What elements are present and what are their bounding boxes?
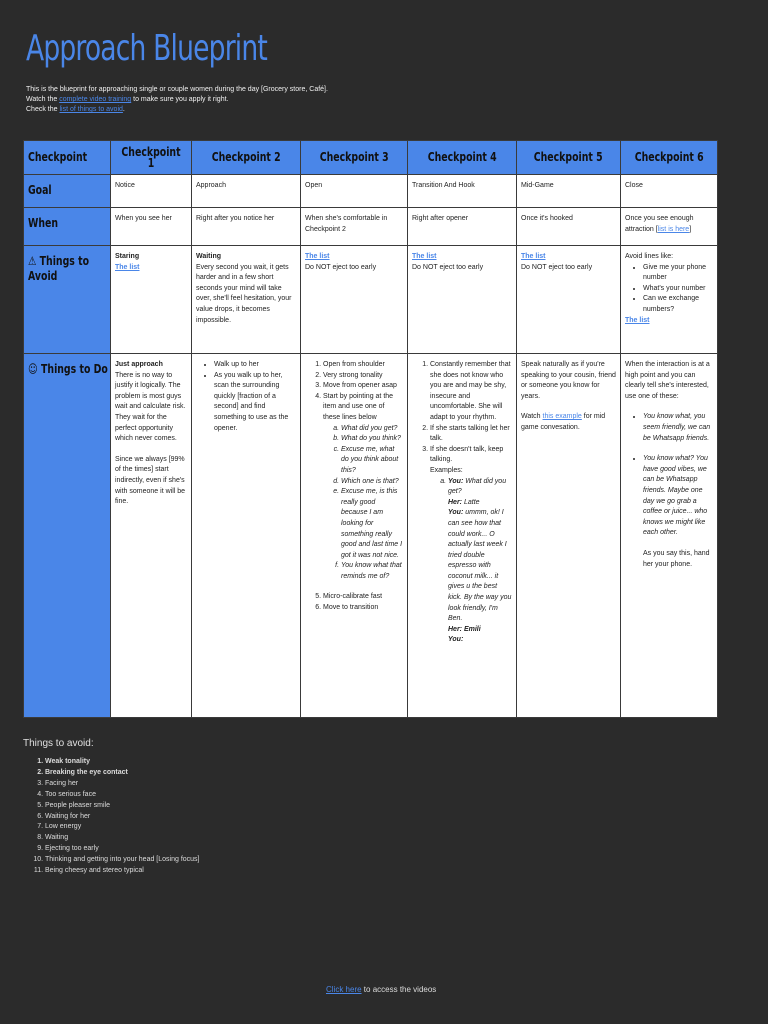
speaker-label: Her: Emili [448, 625, 481, 633]
when-cell-6-text: Once you see enough attraction [ [625, 215, 694, 233]
avoid-list-link[interactable]: The list [625, 316, 650, 324]
intro-text-fragment: to make sure you apply it right. [131, 96, 229, 103]
list-item: • What's your number [643, 284, 713, 295]
intro-text-fragment: . [122, 106, 125, 113]
dialogue-text: ummm, ok! I can see how that could work... O actually last week I tried double espresso with coconut milk... it gives u the best kick. By the way you look friendly, I'm Ben. [448, 509, 512, 623]
example-link[interactable]: this example [542, 413, 582, 421]
avoid-list-link[interactable]: The list [115, 263, 140, 271]
intro-text-fragment: Check the [26, 106, 60, 113]
avoid-item: 9. Ejecting too early [45, 844, 200, 855]
header-checkpoint-5: Checkpoint 5 [517, 141, 621, 175]
list-item: • Walk up to her [214, 360, 296, 371]
avoid-text: Do NOT eject too early [521, 263, 593, 271]
avoid-item: 10. Thinking and getting into your head [Losing focus] [45, 855, 200, 866]
avoid-row-label: ⚠ Things to Avoid [24, 246, 111, 354]
opener-line: e. Excuse me, is this really good because I am looking for something really good and last time I got it was not nice. [341, 487, 403, 561]
avoid-list-link[interactable]: list of things to avoid [59, 106, 123, 113]
avoid-item: 2. Breaking the eye contact [45, 768, 200, 779]
todo-cell-3 [301, 354, 408, 718]
avoid-item: 6. Waiting for her [45, 812, 200, 823]
avoid-item: 7. Low energy [45, 822, 200, 833]
avoid-cell-2 [192, 246, 301, 354]
goal-cell-2: Approach [192, 175, 301, 208]
video-training-link[interactable]: complete video training [59, 96, 132, 103]
todo-text: As you say this, hand her your phone. [643, 549, 710, 568]
avoid-intro: Avoid lines like: [625, 253, 674, 260]
todo-text-fragment: for mid game convesation. [521, 413, 606, 431]
list-item: 1. Open from shoulder [323, 360, 403, 371]
intro-line-2 [26, 95, 328, 105]
todo-text [521, 412, 616, 433]
when-cell-1: When you see her [111, 208, 192, 246]
todo-row [24, 354, 718, 718]
header-checkpoint-2: Checkpoint 2 [192, 141, 301, 175]
page-title: Approach Blueprint [26, 28, 267, 69]
todo-list [196, 360, 296, 434]
goal-cell-6: Close [621, 175, 718, 208]
avoid-title: Staring [115, 253, 140, 260]
goal-row [24, 175, 718, 208]
header-checkpoint-4: Checkpoint 4 [408, 141, 517, 175]
todo-cell-5 [517, 354, 621, 718]
avoid-text: Every second you wait, it gets harder and in a few short seconds your mind will take over, she'll feel hesitation, your value drops, it becomes impossible. [196, 263, 292, 324]
avoid-list-link[interactable]: The list [521, 253, 546, 260]
todo-title: Just approach [115, 361, 163, 368]
intro-line-1: This is the blueprint for approaching single or couple women during the day [Grocery store, Café]. [26, 86, 328, 93]
avoid-list-link[interactable]: The list [305, 253, 330, 260]
when-cell-3: When she's comfortable in Checkpoint 2 [301, 208, 408, 246]
opener-lines-list [323, 424, 403, 583]
attraction-list-link[interactable]: list is here [657, 225, 690, 233]
avoid-cell-5 [517, 246, 621, 354]
todo-list [305, 360, 403, 582]
list-item-text: If she doesn't talk, keep talking. [430, 445, 504, 464]
avoid-item: 4. Too serious face [45, 790, 200, 801]
dialogue-text: What did you get? [448, 477, 507, 496]
todo-cell-2 [192, 354, 301, 718]
list-item-text: Start by pointing at the item and use one of these lines below [323, 392, 394, 421]
intro-line-3 [26, 105, 328, 115]
footer [326, 985, 436, 994]
opener-line: a. What did you get? [341, 424, 403, 435]
when-cell-4: Right after opener [408, 208, 517, 246]
access-videos-link[interactable]: Click here [326, 985, 362, 994]
header-checkpoint-3: Checkpoint 3 [301, 141, 408, 175]
avoid-list [23, 757, 200, 877]
when-cell-2: Right after you notice her [192, 208, 301, 246]
opener-line: f. You know what that reminds me of? [341, 561, 403, 582]
list-item: • Give me your phone number [643, 263, 713, 284]
avoid-cell-6 [621, 246, 718, 354]
todo-text: Since we always [99% of the times] start indirectly, even if she's with someone it will be fine. [115, 455, 186, 506]
avoid-title: Waiting [196, 253, 222, 260]
todo-cell-6 [621, 354, 718, 718]
when-cell-5: Once it's hooked [517, 208, 621, 246]
todo-text: When the interaction is at a high point and you can clearly tell she's interested, use one of these: [625, 361, 710, 400]
todo-cell-1 [111, 354, 192, 718]
list-item: 2. Very strong tonality [323, 371, 403, 382]
goal-cell-4: Transition And Hook [408, 175, 517, 208]
list-item: 5. Micro-calibrate fast [323, 592, 403, 603]
speaker-label: You: [448, 636, 464, 644]
list-item: 3. Move from opener asap [323, 381, 403, 392]
avoid-item: 1. Weak tonality [45, 757, 200, 768]
blueprint-table [23, 140, 718, 718]
when-cell-6-suffix: ] [689, 225, 692, 233]
when-row [24, 208, 718, 246]
avoid-list-section [23, 738, 200, 877]
todo-list [305, 592, 403, 613]
when-cell-6 [621, 208, 718, 246]
examples-label: Examples: [430, 466, 463, 474]
header-checkpoint-6: Checkpoint 6 [621, 141, 718, 175]
avoid-cell-1 [111, 246, 192, 354]
avoid-text: Do NOT eject too early [412, 263, 484, 271]
list-item: 1. Constantly remember that she does not know who you are and may be shy, insecure and uncomfortable. She will adapt to your rhythm. [430, 360, 512, 424]
todo-cell-4 [408, 354, 517, 718]
speaker-label: Her: [448, 498, 463, 506]
avoid-text: Do NOT eject too early [305, 263, 377, 271]
example-dialogue [448, 477, 512, 647]
when-row-label: When [24, 208, 111, 246]
opener-line: d. Which one is that? [341, 477, 403, 488]
dialogue-text: Latte [462, 498, 480, 506]
speaker-label: You: [448, 509, 464, 517]
avoid-item: 5. People pleaser smile [45, 801, 200, 812]
list-item: • Can we exchange numbers? [643, 294, 713, 315]
avoid-item: 3. Facing her [45, 779, 200, 790]
list-item: • As you walk up to her, scan the surrounding quickly [fraction of a second] and find something to use as the opener. [214, 371, 296, 435]
avoid-item: 8. Waiting [45, 833, 200, 844]
avoid-list-link[interactable]: The list [412, 253, 437, 260]
header-row [24, 141, 718, 175]
closing-line: • You know what? You have good vibes, we can be Whatsapp friends. Maybe one day we go grab a coffee or juice... who knows we might like each other. [643, 454, 713, 539]
examples-list [430, 477, 512, 647]
goal-cell-3: Open [301, 175, 408, 208]
todo-list [412, 360, 512, 646]
todo-text: There is no way to justify it logically. The problem is most guys wait and calculate risk. They wait for the perfect opportunity which never comes. [115, 371, 186, 443]
list-item [430, 445, 512, 646]
goal-cell-1: Notice [111, 175, 192, 208]
todo-row-label: ☺ Things to Do [24, 354, 111, 718]
goal-cell-5: Mid-Game [517, 175, 621, 208]
intro-text-fragment: Watch the [26, 96, 60, 103]
header-checkpoint: Checkpoint [24, 141, 111, 175]
avoid-lines-list [625, 263, 713, 316]
closing-line: • You know what, you seem friendly, we can be Whatsapp friends. [643, 412, 713, 444]
speaker-label: You: [448, 477, 464, 485]
list-item: 2. If she starts talking let her talk. [430, 424, 512, 445]
opener-line: b. What do you think? [341, 434, 403, 445]
avoid-list-heading: Things to avoid: [23, 738, 94, 749]
avoid-item: 11. Being cheesy and stereo typical [45, 866, 200, 877]
closing-lines-list [625, 412, 713, 539]
list-item: 6. Move to transition [323, 603, 403, 614]
todo-text-fragment: Watch [521, 413, 543, 421]
avoid-cell-3 [301, 246, 408, 354]
avoid-cell-4 [408, 246, 517, 354]
header-checkpoint-1: Checkpoint 1 [111, 141, 192, 175]
opener-line: c. Excuse me, what do you think about this? [341, 445, 403, 477]
todo-text: Speak naturally as if you're speaking to your cousin, friend or someone you know for years. [521, 361, 616, 400]
intro-text [26, 85, 328, 115]
avoid-row [24, 246, 718, 354]
footer-text: to access the videos [361, 985, 437, 994]
goal-row-label: Goal [24, 175, 111, 208]
list-item [323, 392, 403, 583]
